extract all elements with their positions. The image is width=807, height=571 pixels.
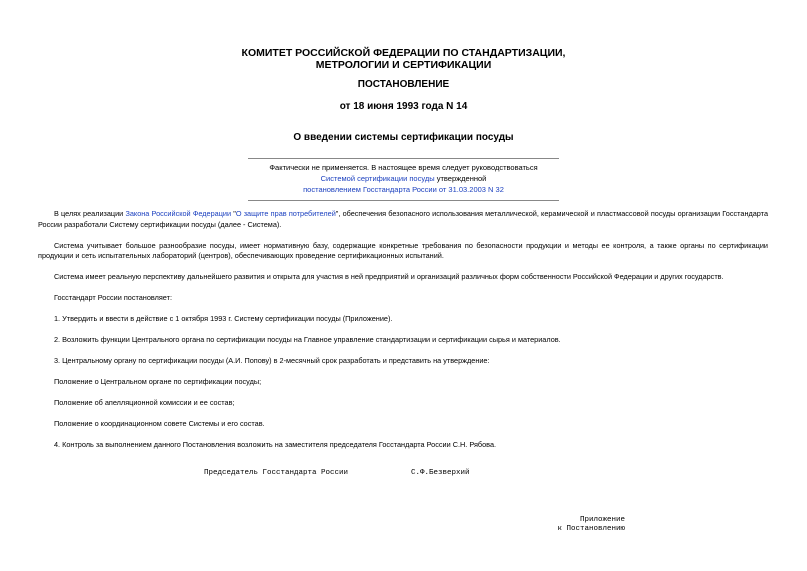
document-title: О введении системы сертификации посуды <box>293 132 514 143</box>
gosstandart-resolution-link[interactable]: постановлением Госстандарта России от 31.03.2003 N 32 <box>303 185 504 194</box>
signature-name: С.Ф.Безверхий <box>411 469 470 477</box>
status-note-line-3 <box>248 184 559 195</box>
document-type: ПОСТАНОВЛЕНИЕ <box>357 79 450 90</box>
paragraph-7: 3. Центральному органу по сертификации посуды (А.И. Попову) в 2-месячный срок разработать и представить на утверждение: <box>54 356 490 365</box>
organization-heading <box>0 47 807 71</box>
paragraph-8: Положение о Центральном органе по сертификации посуды; <box>54 377 262 386</box>
system-certification-link[interactable]: Системой сертификации посуды <box>320 174 435 183</box>
consumer-rights-law-link[interactable]: О защите прав потребителей <box>235 209 336 218</box>
status-note <box>248 158 559 201</box>
organization-line-1: КОМИТЕТ РОССИЙСКОЙ ФЕДЕРАЦИИ ПО СТАНДАРТИЗАЦИИ, <box>241 47 566 59</box>
document-body <box>38 209 768 461</box>
status-note-bottom-divider <box>248 200 559 201</box>
signature-position: Председатель Госстандарта России <box>204 469 349 477</box>
organization-line-2: МЕТРОЛОГИИ И СЕРТИФИКАЦИИ <box>315 59 492 71</box>
status-note-top-divider <box>248 158 559 159</box>
paragraph-11: 4. Контроль за выполнением данного Постановления возложить на заместителя председателя Госстандарта России С.Н. Рябова. <box>54 440 497 449</box>
paragraph-4: Госстандарт России постановляет: <box>54 293 172 302</box>
paragraph-1-suffix: ", обеспечения безопасного использования металлической, керамической и пластмассовой посуды организации Госстандарта России разработали Систему сертификации посуды (далее - Система). <box>38 209 768 229</box>
paragraph-1 <box>38 209 768 230</box>
document-date-number: от 18 июня 1993 года N 14 <box>339 101 468 112</box>
paragraph-10: Положение о координационном совете Системы и его состав. <box>54 419 265 428</box>
status-note-line-2 <box>248 173 559 184</box>
status-note-line-1: Фактически не применяется. В настоящее время следует руководствоваться <box>269 163 538 172</box>
appendix-label: Приложение <box>579 516 625 524</box>
appendix-reference: к Постановлению <box>557 525 625 533</box>
paragraph-3: Система имеет реальную перспективу дальнейшего развития и открыта для участия в ней предприятий и организаций различных форм собственности Российской Федерации и других государств. <box>54 272 724 281</box>
paragraph-1-prefix: В целях реализации <box>54 209 126 218</box>
paragraph-2: Система учитывает большое разнообразие посуды, имеет нормативную базу, содержащие конкретные требования по безопасности продукции и методы ее контроля, а также органы по сертификации продукции и сеть испытательных лабораторий (центров), обеспечивающих проведение сертификационных испытаний. <box>38 240 768 260</box>
paragraph-6: 2. Возложить функции Центрального органа по сертификации посуды на Главное управление стандартизации и сертификации сырья и материалов. <box>54 335 561 344</box>
paragraph-1-quote: " <box>231 209 236 218</box>
paragraph-9: Положение об апелляционной комиссии и ее состав; <box>54 398 235 407</box>
status-note-line-2-suffix: утвержденной <box>434 174 487 183</box>
federal-law-link[interactable]: Закона Российской Федерации <box>125 209 232 218</box>
paragraph-5: 1. Утвердить и ввести в действие с 1 октября 1993 г. Систему сертификации посуды (Приложение). <box>54 314 393 323</box>
